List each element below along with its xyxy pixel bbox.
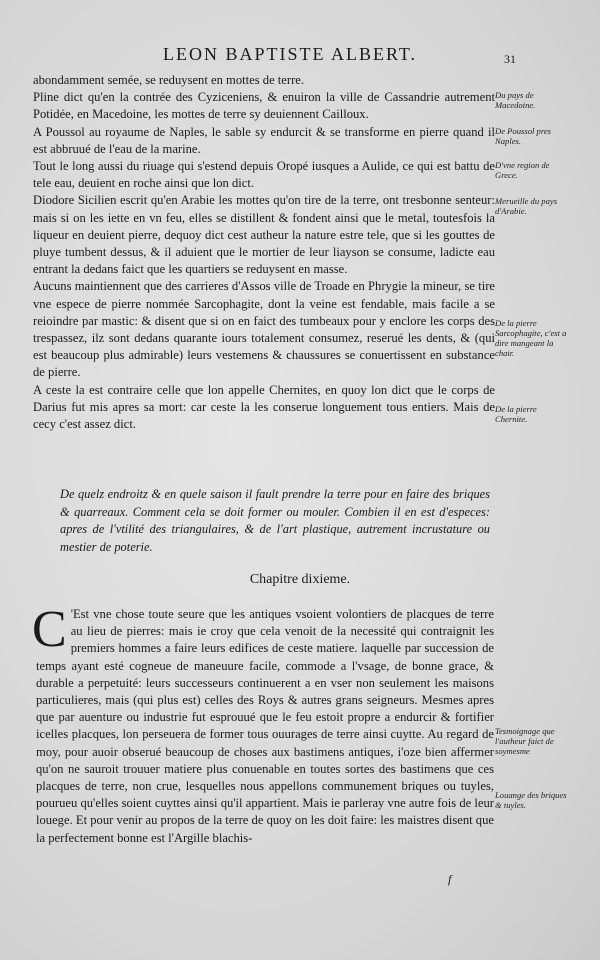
folio-number: 31 — [504, 52, 516, 66]
margin-note-louange: Louange des briques & tuyles. — [495, 790, 567, 810]
margin-note-arabie: Merueille du pays d'Arabie. — [495, 196, 558, 216]
paragraph-3: A Poussol au royaume de Naples, le sable sy endurcit & se transforme en pierre quand il est abbruué de l'eau de la marine. — [33, 124, 495, 156]
margin-note-sarcophagite: De la pierre Sarcophagite, c'est a dire mangeant la chair. — [495, 318, 567, 358]
paragraph-6: Aucuns maintiennent que des carrieres d'Assos ville de Troade en Phrygie la mineur, se tire vne espece de pierre nommée Sarcophagite, dont la veine est fendable, mais facile a se reioindre par mastic: & disent que si on en faict des tumbeaux pour y enclore les corps des trespassez, ilz sont dedans quarante iours totalement consumez, reserué les dents, & (qui est beaucoup plus admirable) leurs vestemens & chaussures se conuertissent en substance de pierre. — [33, 279, 495, 380]
catchword: f — [448, 872, 452, 886]
margin-note-poussol: De Poussol pres Naples. — [495, 126, 552, 146]
paragraph-1: abondamment semée, se reduysent en mottes de terre. — [33, 73, 305, 87]
main-text-column — [33, 72, 495, 433]
margin-note-grece: D'vne region de Grece. — [495, 160, 550, 180]
running-title: LEON BAPTISTE ALBERT. — [162, 44, 418, 64]
page-header — [0, 44, 600, 65]
margin-note-chernite: De la pierre Chernite. — [495, 404, 537, 424]
margin-note-macedoine: Du pays de Macedoine. — [495, 90, 536, 110]
chapter-paragraph: 'Est vne chose toute seure que les antiques vsoient volontiers de placques de terre au lieu de pierres: mais ie croy que cela venoit de la necessité qui contraignit les premiers hommes a faire leurs edifices de ceste matiere. laquelle par succession de temps ayant esté cogneue de maneuure facile, commode a l'vsage, de bonne grace, & durable a perpetuité: leurs successeurs continuerent a en vser non seulement les maisons particulieres, mais (qui plus est) celles des Roys & autres grans seigneurs. Mesmes apres que par auenture ou industrie fut esprouué que le feu estoit propre a endurcir & fortifier icelles placques, lon perseuera de former tous ouurages de terre ainsi cuytte. Au regard de moy, pour auoir obserué beaucoup de choses aux bastimens antiques, i'oze bien affermer qu'on ne sauroit trouuer matiere plus conuenable en toutes sortes des bastimens que ces placques de terre, non crue, lesquelles nous appellons communement briques ou tuyles, pourueu qu'elles soient cuyttes ainsi qu'il appartient. Mais ie parleray vne autre fois de leur louege. Et pour venir au propos de la terre de quoy on les doit faire: les maistres disent que la perfectement bonne est l'Argille blachis- — [36, 607, 494, 845]
section-heading: De quelz endroitz & en quele saison il fault prendre la terre pour en faire des briques & quarreaux. Comment cela se doit former ou mouler. Combien il en est d'especes: apres de l'vtilité des triangulaires, & de l'art plastique, autrement incrustature ou mestier de poterie. — [60, 487, 490, 554]
paragraph-4: Tout le long aussi du riuage qui s'estend depuis Oropé iusques a Aulide, ce qui est battu de tele eau, deuient en roche ainsi que lon dict. — [33, 159, 495, 191]
margin-note-tesmoignage: Tesmoignage que l'autheur faict de soymesme — [495, 726, 555, 756]
drop-capital: C — [32, 601, 67, 658]
paragraph-2: Pline dict qu'en la contrée des Cyziceniens, & enuiron la ville de Cassandrie autrement Potidée, en Macedoine, les mottes de terre sy deuiennent Cailloux. — [33, 90, 495, 122]
chapter-title: Chapitre dixieme. — [249, 572, 351, 587]
paragraph-7: A ceste la est contraire celle que lon appelle Chernites, en quoy lon dict que le corps de Darius fut mis apres sa mort: car ceste la les conserue longuement tous entiers. Mais de cecy c'est assez dict. — [33, 382, 495, 432]
paragraph-5: Diodore Sicilien escrit qu'en Arabie les mottes qu'on tire de la terre, ont tresbonne senteur: mais si on les iette en vn feu, elles se distillent & fondent ainsi que le metal, toutesfois la liqueur en deuient pierre, dequoy dict cest autheur la nature estre tele, que si les gouttes de pluye tumbent dessus, & il aduient que le mortier de leur liayson se consume, ladicte eau entrant la dedans faict que les quartiers se reduysent en masse. — [33, 193, 495, 277]
chapter-text — [32, 601, 494, 847]
